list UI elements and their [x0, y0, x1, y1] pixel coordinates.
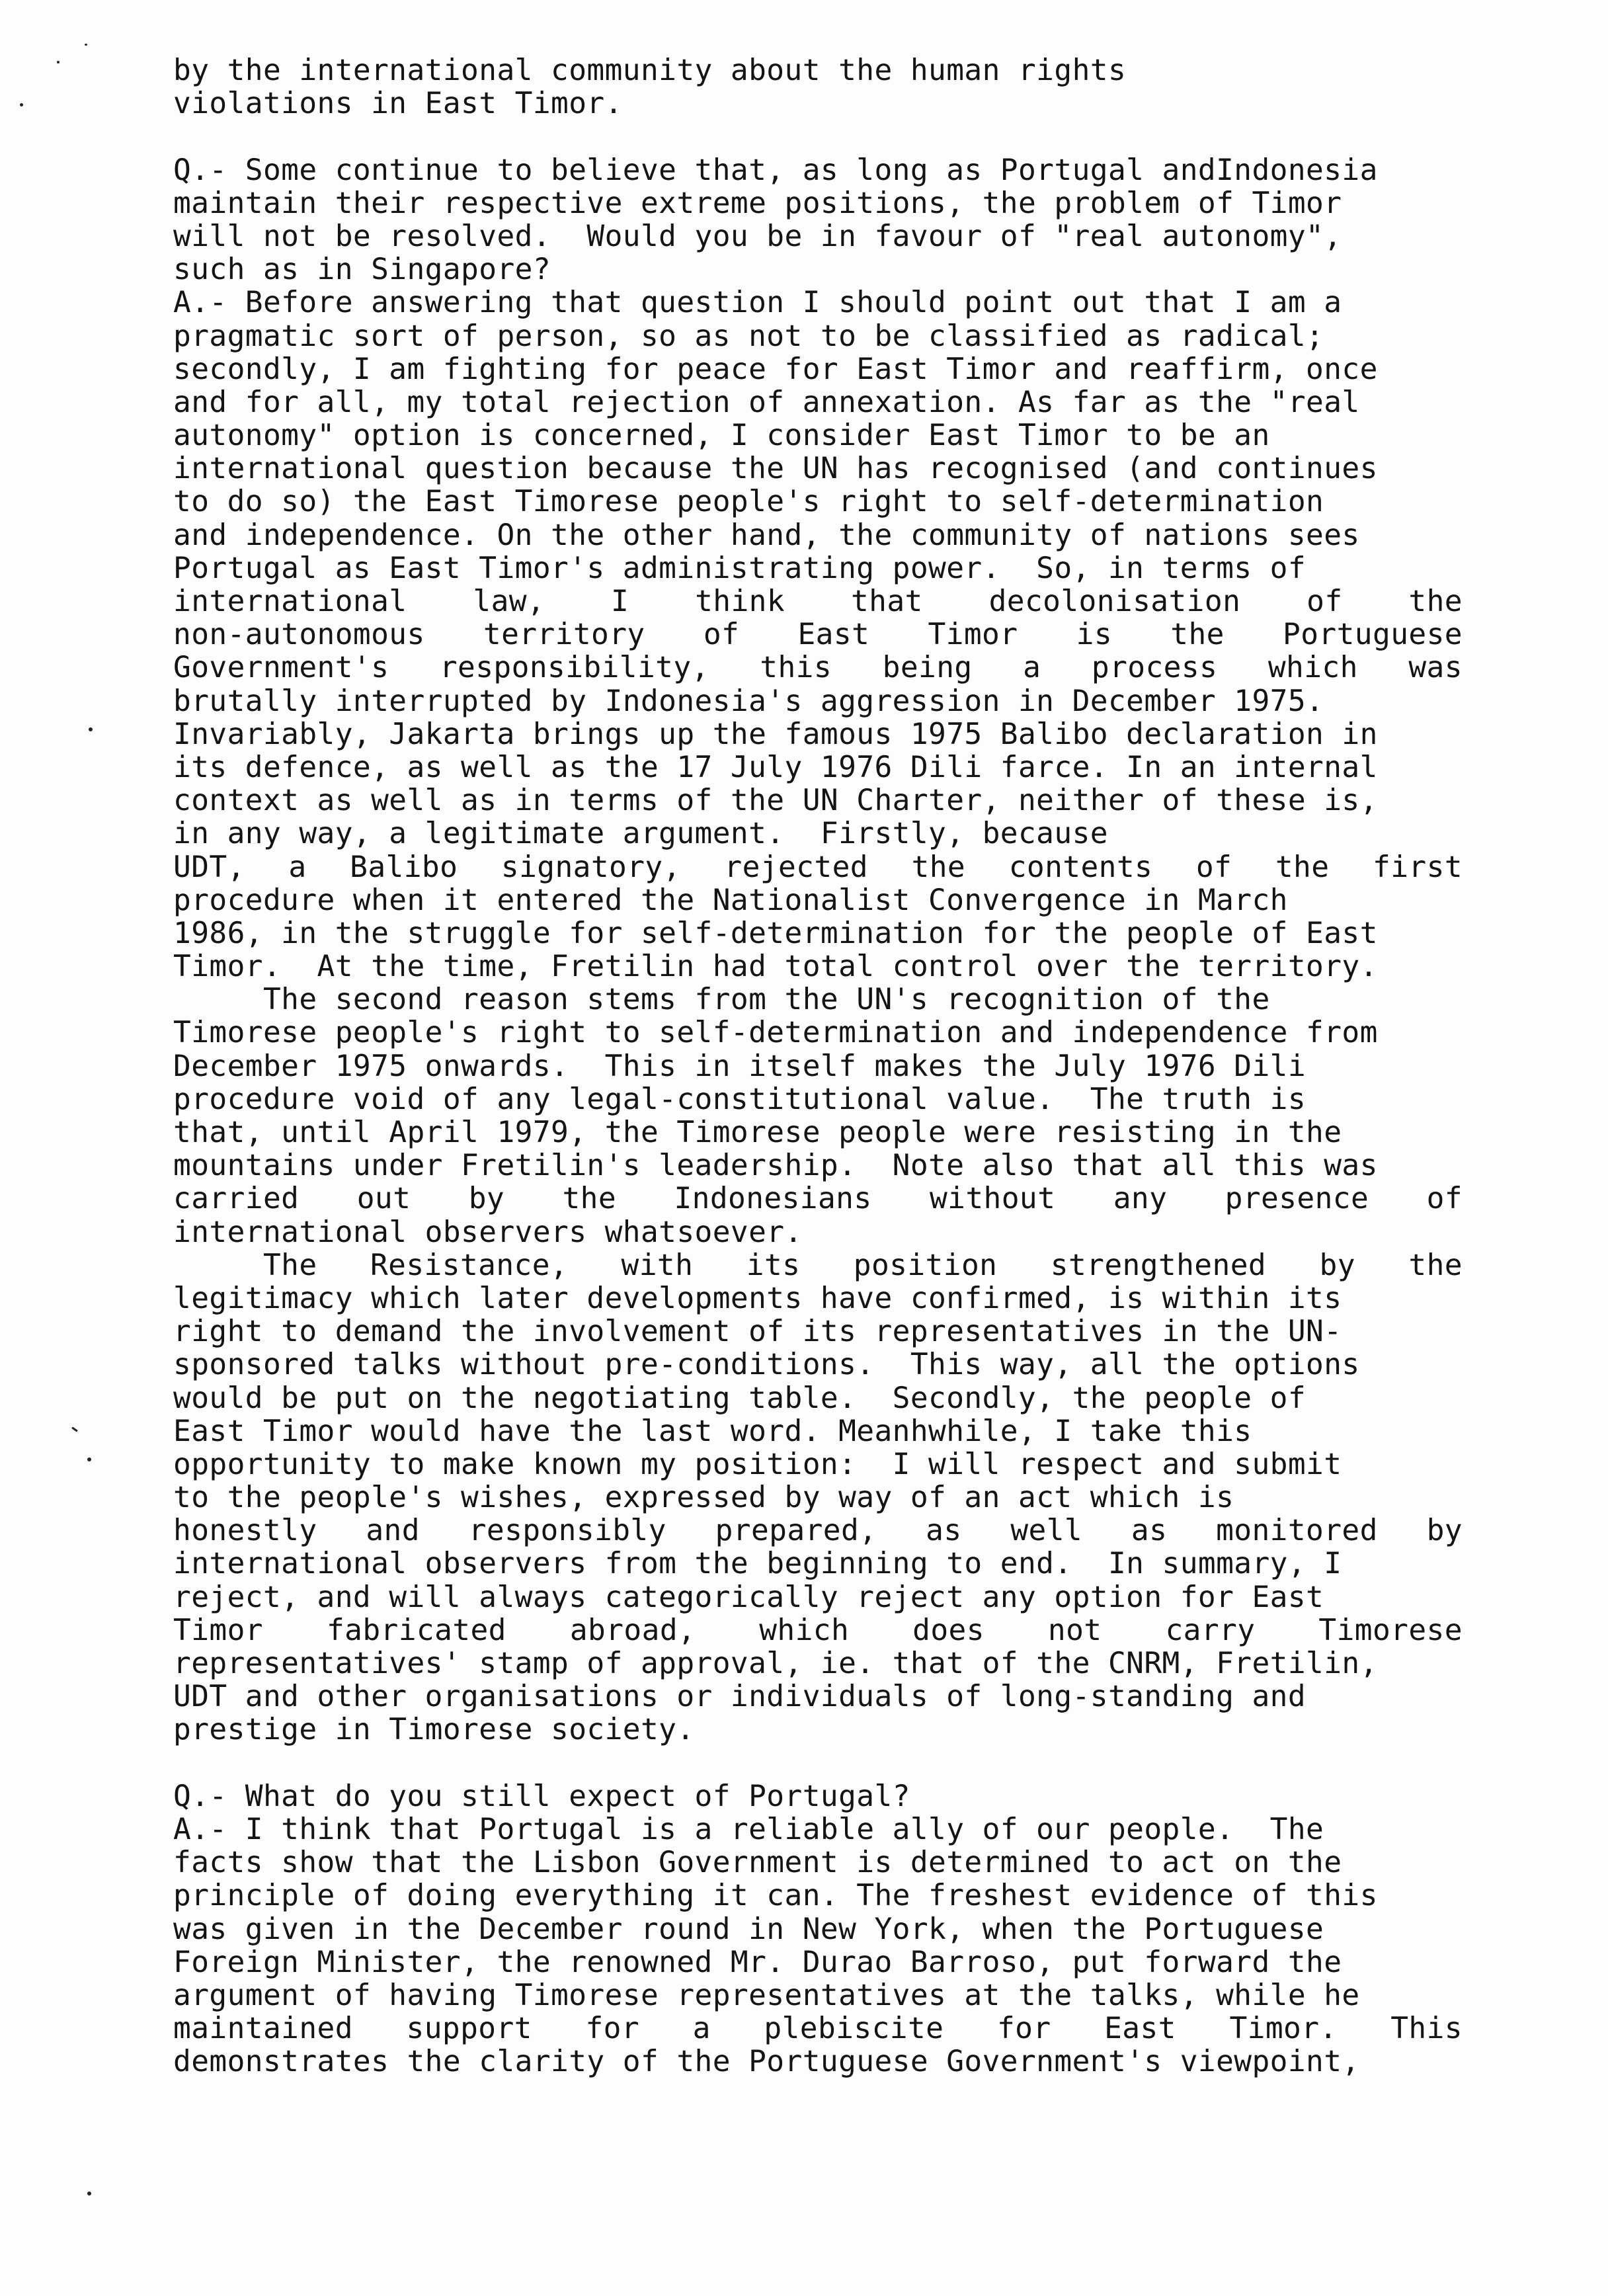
word: prepared,	[715, 1514, 877, 1548]
blank-line	[173, 120, 1463, 153]
word: strengthened	[1050, 1248, 1267, 1282]
text-line: Foreign Minister, the renowned Mr. Durao Barroso, put forward the	[173, 1945, 1342, 1979]
text-line: and for all, my total rejection of annexation. As far as the "real	[173, 385, 1360, 419]
word: the	[911, 850, 966, 884]
word: first	[1373, 850, 1463, 884]
word: is	[1076, 618, 1113, 652]
text-line: such as in Singapore?	[173, 253, 551, 287]
text-line: Timorese people's right to self-determination and independence from	[173, 1016, 1378, 1050]
word: presence	[1225, 1182, 1369, 1216]
text-line: Q.- Some continue to believe that, as long as Portugal andIndonesia	[173, 153, 1378, 187]
text-line: maintain their respective extreme positions, the problem of Timor	[173, 186, 1342, 220]
word: law,	[473, 585, 545, 618]
blank-line	[173, 1747, 1463, 1780]
text-line: procedure when it entered the Nationalist Convergence in March	[173, 883, 1288, 917]
word: was	[1408, 651, 1463, 685]
text-line: would be put on the negotiating table. Secondly, the people of	[173, 1381, 1306, 1415]
word: The	[173, 1248, 317, 1282]
word: Timor	[173, 1613, 263, 1647]
text-line	[173, 1182, 1463, 1215]
text-line: will not be resolved. Would you be in favour of "real autonomy",	[173, 219, 1342, 253]
text-line: principle of doing everything it can. The freshest evidence of this	[173, 1879, 1378, 1913]
word: that	[850, 585, 923, 618]
text-line: brutally interrupted by Indonesia's aggression in December 1975.	[173, 684, 1324, 718]
text-line: sponsored talks without pre-conditions. This way, all the options	[173, 1348, 1360, 1382]
text-line: international observers from the beginning to end. In summary, I	[173, 1547, 1342, 1581]
word: for	[996, 2012, 1051, 2046]
word: as	[926, 1514, 962, 1548]
word: support	[406, 2012, 532, 2046]
text-line: A.- I think that Portugal is a reliable ally of our people. The	[173, 1812, 1324, 1846]
text-line: right to demand the involvement of its representatives in the UN-	[173, 1315, 1342, 1349]
text-line: Portugal as East Timor's administrating power. So, in terms of	[173, 551, 1306, 585]
word: contents	[1008, 850, 1153, 884]
word: by	[468, 1182, 505, 1216]
word: monitored	[1216, 1514, 1378, 1548]
word: responsibility,	[439, 651, 709, 685]
text-line: autonomy" option is concerned, I consider East Timor to be an	[173, 419, 1270, 453]
word: Balibo	[350, 850, 458, 884]
word: rejected	[724, 850, 868, 884]
word: UDT,	[173, 850, 245, 884]
text-line: Timor. At the time, Fretilin had total control over the territory.	[173, 950, 1378, 984]
word: of	[1426, 1182, 1463, 1216]
word: I	[611, 585, 629, 618]
text-line: prestige in Timorese society.	[173, 1713, 695, 1747]
scan-speck	[71, 1426, 78, 1432]
word: carry	[1165, 1613, 1256, 1647]
text-line: to do so) the East Timorese people's right to self-determination	[173, 485, 1324, 519]
word: not	[1047, 1613, 1102, 1647]
text-line: facts show that the Lisbon Government is determined to act on the	[173, 1846, 1342, 1880]
text-line: The second reason stems from the UN's recognition of the	[173, 983, 1270, 1017]
word: decolonisation	[988, 585, 1241, 618]
word: well	[1010, 1514, 1083, 1548]
text-line: its defence, as well as the 17 July 1976 Dili farce. In an internal	[173, 750, 1378, 784]
text-line: demonstrates the clarity of the Portuguese Government's viewpoint,	[173, 2045, 1360, 2079]
word: of	[703, 618, 740, 652]
word: This	[1390, 2012, 1463, 2046]
word: a	[1023, 651, 1041, 685]
word: being	[882, 651, 973, 685]
word: process	[1091, 651, 1218, 685]
word: does	[912, 1613, 985, 1647]
text-line: by the international community about the human rights	[173, 54, 1127, 87]
word: Indonesians	[674, 1182, 872, 1216]
word: fabricated	[326, 1613, 506, 1647]
word: and	[366, 1514, 420, 1548]
text-line: to the people's wishes, expressed by way of an act which is	[173, 1481, 1234, 1515]
word: East	[797, 618, 870, 652]
word: international	[173, 585, 407, 618]
word: plebiscite	[764, 2012, 944, 2046]
word: a	[692, 2012, 711, 2046]
word: of	[1306, 585, 1343, 618]
text-line	[173, 851, 1463, 884]
text-line: representatives' stamp of approval, ie. that of the CNRM, Fretilin,	[173, 1647, 1378, 1680]
word: carried	[173, 1182, 300, 1216]
text-line: argument of having Timorese representatives at the talks, while he	[173, 1978, 1360, 2012]
word: this	[760, 651, 832, 685]
scan-speck	[85, 44, 87, 46]
word: think	[695, 585, 785, 618]
text-line: mountains under Fretilin's leadership. Note also that all this was	[173, 1149, 1378, 1183]
word: abroad,	[569, 1613, 696, 1647]
word: responsibly	[468, 1514, 666, 1548]
word: of	[1195, 850, 1232, 884]
text-line	[173, 2012, 1463, 2045]
text-line: December 1975 onwards. This in itself makes the July 1976 Dili	[173, 1049, 1306, 1083]
text-line: and independence. On the other hand, the community of nations sees	[173, 518, 1360, 552]
text-line: A.- Before answering that question I should point out that I am a	[173, 286, 1342, 320]
text-line	[173, 1614, 1463, 1647]
word: which	[759, 1613, 850, 1647]
text-line: secondly, I am fighting for peace for East Timor and reaffirm, once	[173, 352, 1378, 386]
word: Resistance,	[370, 1248, 569, 1282]
word: which	[1267, 651, 1358, 685]
scan-speck	[87, 1457, 91, 1461]
text-line: was given in the December round in New York, when the Portuguese	[173, 1912, 1324, 1946]
word: a	[288, 850, 307, 884]
word: for	[585, 2012, 640, 2046]
text-line: in any way, a legitimate argument. Firstly, because	[173, 817, 1108, 851]
word: East	[1104, 2012, 1176, 2046]
text-line: Q.- What do you still expect of Portugal?	[173, 1779, 910, 1813]
word: the	[1170, 618, 1225, 652]
word: any	[1113, 1182, 1168, 1216]
word: as	[1131, 1514, 1168, 1548]
text-line: East Timor would have the last word. Meanhwhile, I take this	[173, 1414, 1252, 1448]
word: the	[562, 1182, 617, 1216]
text-line	[173, 651, 1463, 684]
word: territory	[483, 618, 645, 652]
word: non-autonomous	[173, 618, 425, 652]
word: the	[1408, 585, 1463, 618]
word: position	[853, 1248, 998, 1282]
text-line: international question because the UN has recognised (and continues	[173, 452, 1378, 486]
scan-speck	[20, 103, 23, 106]
word: maintained	[173, 2012, 353, 2046]
text-line: UDT and other organisations or individuals of long-standing and	[173, 1680, 1306, 1714]
text-line: legitimacy which later developments have confirmed, is within its	[173, 1281, 1342, 1315]
word: its	[746, 1248, 801, 1282]
text-line: pragmatic sort of person, so as not to be classified as radical;	[173, 319, 1324, 353]
text-line: context as well as in terms of the UN Charter, neither of these is,	[173, 784, 1378, 818]
text-line	[173, 1514, 1463, 1547]
word: Government's	[173, 651, 389, 685]
text-line	[173, 585, 1463, 618]
word: without	[929, 1182, 1056, 1216]
word: Timor.	[1229, 2012, 1338, 2046]
text-line	[173, 618, 1463, 651]
text-line: Invariably, Jakarta brings up the famous 1975 Balibo declaration in	[173, 717, 1378, 751]
word: honestly	[173, 1514, 317, 1548]
text-line: 1986, in the struggle for self-determination for the people of East	[173, 916, 1378, 950]
text-line: international observers whatsoever.	[173, 1215, 803, 1249]
word: by	[1319, 1248, 1355, 1282]
text-line: procedure void of any legal-constitutional value. The truth is	[173, 1082, 1306, 1116]
text-line	[173, 1249, 1463, 1282]
scan-speck	[87, 2192, 91, 2195]
word: out	[356, 1182, 411, 1216]
word: with	[621, 1248, 694, 1282]
scan-speck	[57, 61, 60, 63]
text-line: that, until April 1979, the Timorese people were resisting in the	[173, 1116, 1342, 1149]
text-line: reject, and will always categorically reject any option for East	[173, 1580, 1324, 1614]
document-body-text	[173, 54, 1463, 2078]
text-line: violations in East Timor.	[173, 87, 623, 121]
word: Portuguese	[1283, 618, 1463, 652]
word: the	[1408, 1248, 1463, 1282]
text-line: opportunity to make known my position: I will respect and submit	[173, 1447, 1342, 1481]
word: by	[1426, 1514, 1463, 1548]
scan-speck	[89, 727, 93, 731]
word: signatory,	[501, 850, 681, 884]
word: Timor	[928, 618, 1018, 652]
word: the	[1275, 850, 1330, 884]
word: Timorese	[1318, 1613, 1463, 1647]
